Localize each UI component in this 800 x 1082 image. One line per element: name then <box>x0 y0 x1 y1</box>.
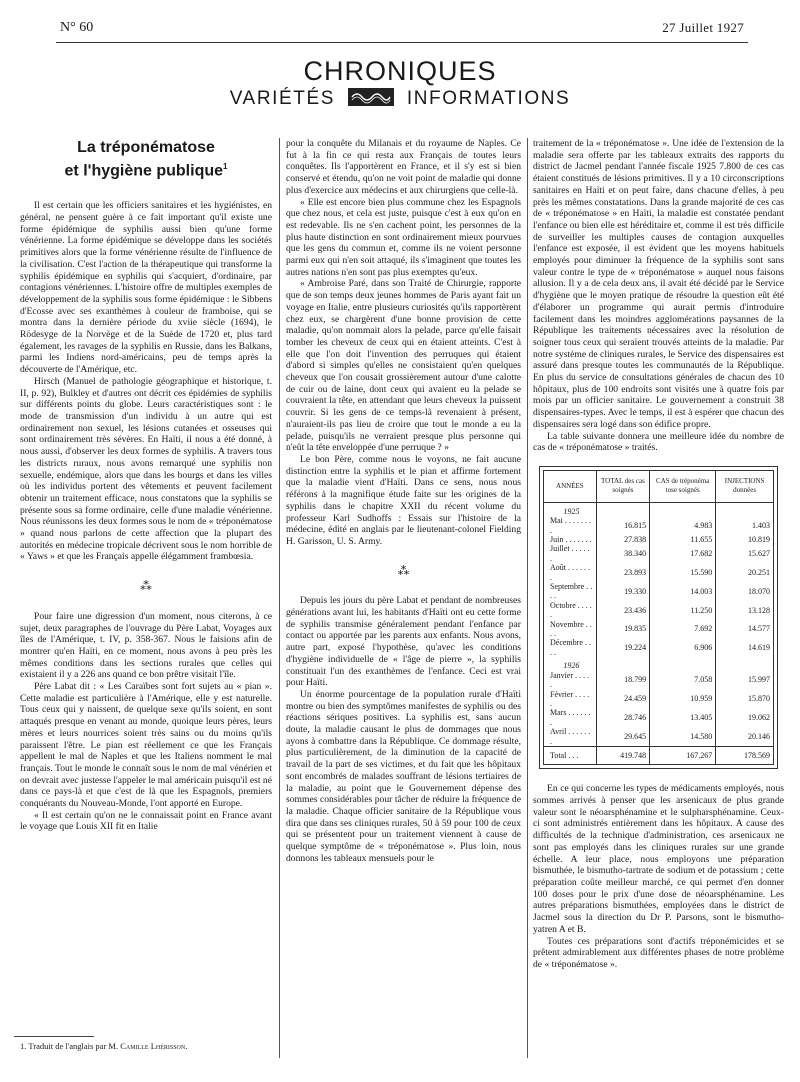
column-divider <box>527 138 528 1058</box>
paragraph: Depuis les jours du père Labat et pendant de nombreuses générations avant lui, les habitants d'Haïti ont eu cette forme de syphilis transmise généralement pendant l'enfance par contact ou apportée par les parents aux enfants. Nous avons, autre part, exposé l'hypothèse, qu'avec les conditions d'hygiène individuelle de « l'âge de pierre », la syphilis constituait l'un des exanthèmes de l'enfance. Ceci est vrai pour Haïti. <box>286 595 521 689</box>
table-row <box>544 620 774 639</box>
paragraph: traitement de la « tréponématose ». Une idée de l'extension de la maladie sera offerte par les tableaux extraits des rapports du district de Jacmel pendant l'année fiscale 1925 7.800 de ces cas étaient constitués de lésions primitives. Il y a 10 circonscriptions sanitaires en Haïti et on peut faire, dans chacune d'elles, à peu près les mêmes constatations. Dans la grande majorité de ces cas de « tréponématose » en Haïti, la maladie est constatée pendant l'enfance ou bien elle est héréditaire et, comme il est très difficile de surveiller les multiples causes de contagion auxquelles l'enfance est exposée, il est évident que les moyens habituels employés pour diminuer la fréquence de la syphilis sont sans valeur contre le type de « tréponématose » auquel nous faisons allusion. Il y a de cela deux ans, il avait été décidé par le Service d'hygiène que le moyen pratique de résoudre la question eût été d'élaborer un programme qui aurait permis d'introduire facilement dans les moindres agglomérations paysannes de la République les traitements nécessaires avec la résolution de soigner tous ceux qui seraient trouvés atteints de la maladie. Par notre système de cliniques rurales, le Service des dispensaires est assuré dans presque toutes les communautés de la République. En plus du service de consultations générales de chacun des 10 hôpitaux, plus de 100 endroits sont visités une à quatre fois par mois par un officier sanitaire. Le gouvernement a construit 38 dispensaires-types. Avec le temps, il est à espérer que chacun des dispensaires sera logé dans son édifice propre. <box>533 138 784 430</box>
table-cell-injections: 1.403 <box>716 516 774 535</box>
table-header: INJECTIONS données <box>716 470 774 502</box>
table-cell-empty <box>596 657 649 670</box>
table-cell-injections: 15.997 <box>716 671 774 690</box>
table-header: ANNÉES <box>544 470 597 502</box>
column-1 <box>20 138 272 833</box>
paragraph: pour la conquête du Milanais et du royaume de Naples. Ce fut à la fin ce qui resta aux Français de toutes leurs conquêtes. Ils l'apportèrent en France, et il s'y est si bien conservé et étendu, qu'on ne voit point de maladie qui donne plus d'exercice aux médecins et aux chirurgiens que celle-là. <box>286 138 521 196</box>
article-title-line1: La tréponématose <box>77 139 215 156</box>
treponematosis-table <box>543 470 774 765</box>
table-header: CAS de tréponéma tose soignés <box>650 470 716 502</box>
table-month: Janvier . . . . . <box>550 670 590 690</box>
table-cell-cases: 6.906 <box>650 638 716 657</box>
table-cell-injections: 18.070 <box>716 582 774 601</box>
table-cell-cases: 7.058 <box>650 671 716 690</box>
paragraph: Un énorme pourcentage de la population rurale d'Haïti montre ou bien des symptômes manifestes de syphilis ou des réactions sériques positives. La syphilis est, sans aucun doute, la maladie causant le plus de dommages que nous ayons à combattre dans la République. Ce dommage résulte, plus particulièrement, de la diminution de la capacité de travail de la part de ses victimes, et du fait que les hôpitaux sont encombrés de malades souffrant de lésions tertiaires de la maladie, au point que le Gouvernement dépense des sommes considérables pour tâcher de réduire la fréquence de la maladie. Chaque officier sanitaire de la République vous dira que dans ses cliniques rurales, 50 à 59 pour 100 de ceux qui se présentent pour un traitement viennent à cause de quelque symptôme de « tréponématose ». Plus loin, nous donnons les tableaux mensuels pour le <box>286 688 521 864</box>
table-cell-cases: 4.983 <box>650 516 716 535</box>
table-month: Novembre . . . . <box>550 619 592 639</box>
table-row <box>544 657 774 670</box>
table-row <box>544 535 774 544</box>
table-cell-total: 16.815 <box>596 516 649 535</box>
masthead-right: INFORMATIONS <box>406 88 571 109</box>
table-cell-injections: 14.577 <box>716 620 774 639</box>
masthead-subtitle <box>0 88 800 110</box>
table-row <box>544 516 774 535</box>
table-cell-injections: 10.819 <box>716 535 774 544</box>
header-rule <box>56 42 748 43</box>
table-cell-cases: 17.682 <box>650 544 716 563</box>
masthead-left: VARIÉTÉS <box>229 88 336 109</box>
table-cell-total: 28.746 <box>596 708 649 727</box>
table-cell-total: 19.330 <box>596 582 649 601</box>
table-cell-empty <box>716 657 774 670</box>
table-cell-injections: 13.128 <box>716 601 774 620</box>
paragraph: Il est certain que les officiers sanitaires et les hygiénistes, en général, ne pensent guère à ce fait important qu'il existe une forme épidémique de syphilis aussi bien qu'une forme vénérienne. La forme épidémique se développe dans les sociétés primitives alors que la forme vénérienne résulte de l'influence de la civilisation. C'est l'action de la thérapeutique qui transforme la syphilis épidémique en syphilis qui s'acquiert, d'ordinaire, par contagions vénériennes. L'histoire offre de multiples exemples de développement de la syphilis sous forme épidémique : le Sibbens d'Ecosse avec ses exanthèmes à couleur de framboise, qui se montra dans la dernière période du xviie siècle (1694), le Rödesyge de la Norvège et de la Suède de 1720 et, plus tard également, les ravages de la syphilis en Russie, dans les Balkans, parmi les Indiens nord-américains, peu de temps après la découverte de l'Amérique, etc. <box>20 200 272 376</box>
title-footnote-mark: 1 <box>223 162 228 171</box>
table-cell-cases: 7.692 <box>650 620 716 639</box>
table-cell-cases: 14.580 <box>650 727 716 746</box>
paragraph: Hirsch (Manuel de pathologie géographique et historique, t. II, p. 92), Bulkley et d'autres ont décrit ces épidémies de syphilis sur différents points du globe. Leurs caractéristiques sont : le mode de transmission d'un individu à un autre qui est ordinairement non sexuel, les lésions cutanées et osseuses qui sont ordinairement très sévères. En Haïti, il nous a été donné, à nous aussi, d'observer les deux formes de syphilis. A travers tous les districts ruraux, nous avons remarqué une syphilis non sexuelle, endémique, alors que dans les bourgs et dans les villes où les individus portent des vêtements et peuvent facilement obtenir un traitement efficace, nous constatons que la syphilis se présente sous sa forme ordinaire, celle d'une maladie vénérienne. Nous réunissons les deux formes sous le nom de « tréponématose » quand nous parlons de cette affection que la plupart des autorités en médecine tropicale décrivent sous le nom horrible de « Yaws » et que les Français appelle élégamment frambœsia. <box>20 375 272 563</box>
table-total-label: Total . . . <box>544 746 597 764</box>
paragraph: Père Labat dit : « Les Caraïbes sont fort sujets au « pian ». Cette maladie est particulière à l'Amérique, elle y est naturelle. Tous ceux qui y naissent, de quelque sexe qu'ils soient, en sont attaqués presque en venant au monde, quoique leurs pères, leurs mères et leurs nourrices soient très sains ou du moins qu'ils paraissent l'être. Le pian est réellement ce que les Français appellent le mal de Naples et que les Italiens nomment le mal français. Tout le monde le connaît sous le nom de mal vénérien et on devrait avec justesse l'appeler le mal américain puisqu'il est né dans ce pays-là et que c'est de là que les Espagnols, premiers conquérants du Nouveau-Monde, l'ont apporté en Europe. <box>20 681 272 810</box>
table-month: Mars . . . . . . . <box>550 708 591 727</box>
table-month: Décembre . . . . <box>550 638 591 657</box>
table-cell-cases: 11.655 <box>650 535 716 544</box>
table-cell-total: 38.340 <box>596 544 649 563</box>
table-row <box>544 708 774 727</box>
table-cell-injections: 15.870 <box>716 690 774 709</box>
table-month: Juin . . . . . . . <box>550 535 592 545</box>
table-row <box>544 638 774 657</box>
table-total-injections: 178.569 <box>716 746 774 764</box>
table-cell-total: 23.893 <box>596 563 649 582</box>
table-cell-total: 23.436 <box>596 601 649 620</box>
issue-date: 27 Juillet 1927 <box>662 20 744 35</box>
table-month: Février . . . . . <box>550 689 590 708</box>
table-cell-cases: 14.003 <box>650 582 716 601</box>
table-cell-total: 24.459 <box>596 690 649 709</box>
table-cell-cases: 11.250 <box>650 601 716 620</box>
table-cell-injections: 20.251 <box>716 563 774 582</box>
footnote-text: 1. Traduit de l'anglais par M. <box>20 1041 119 1051</box>
ornament-icon <box>348 88 394 106</box>
table-cell-cases: 10.959 <box>650 690 716 709</box>
table-month: Juillet . . . . . . <box>550 544 590 563</box>
footnote <box>20 1041 187 1051</box>
table-month: Avril . . . . . . . <box>550 727 591 746</box>
column-3 <box>533 138 784 971</box>
column-divider <box>279 138 280 1058</box>
table-cell-injections: 19.062 <box>716 708 774 727</box>
section-separator: ⁂ <box>397 563 410 578</box>
table-cell-injections: 20.146 <box>716 727 774 746</box>
paragraph: « Il est certain qu'on ne le connaissait point en France avant le voyage que Louis XII fit en Italie <box>20 809 272 833</box>
table-cell-total: 19.224 <box>596 638 649 657</box>
table-row <box>544 544 774 563</box>
article-title-line2: et l'hygiène publique <box>64 162 224 180</box>
table-month: Septembre . . . . <box>550 582 593 601</box>
paragraph: « Elle est encore bien plus commune chez les Espagnols que chez nous, et cela est juste, puisque c'est à eux qu'on en est redevable. Ils ne s'en cachent point, les personnes de la plus haute distinction en sont ordinairement mieux pourvues que les gens du commun et, comme ils ne voient personne parmi eux qui n'en soit attaqué, ils s'imaginent que toutes les autres nations n'en sont pas plus exemptes qu'eux. <box>286 196 521 278</box>
table-cell-cases: 15.590 <box>650 563 716 582</box>
table-row <box>544 502 774 516</box>
table-cell-total: 27.838 <box>596 535 649 544</box>
table-cell-total: 18.799 <box>596 671 649 690</box>
table-row <box>544 601 774 620</box>
table-header: TOTAL des cas soignés <box>596 470 649 502</box>
table-cell-cases: 13.405 <box>650 708 716 727</box>
footnote-rule <box>14 1036 94 1037</box>
table-month: Mai . . . . . . . . <box>550 516 591 535</box>
table-cell-empty <box>596 502 649 516</box>
paragraph: Le bon Père, comme nous le voyons, ne fait aucune distinction entre la syphilis et le pian et affirme fortement que la maladie vient d'Haïti. Dans ce sens, nous nous référons à la magnifique étude faite sur les origines de la syphilis dans le chapitre XXII du récent volume du professeur Karl Sudhoffs : Essais sur l'histoire de la médecine, édité en anglais par le lieutenant-colonel Fielding H. Garisson, U. S. Army. <box>286 453 521 547</box>
table-month: Août . . . . . . . <box>550 563 590 582</box>
translator-name: Camille Lhérisson. <box>120 1041 188 1051</box>
table-year: 1926 <box>563 661 580 671</box>
masthead-title: CHRONIQUES <box>303 56 497 86</box>
table-cell-empty <box>716 502 774 516</box>
article-title <box>20 138 272 180</box>
table-cell-empty <box>650 502 716 516</box>
table-cell-empty <box>650 657 716 670</box>
table-cell-total: 29.645 <box>596 727 649 746</box>
paragraph: La table suivante donnera une meilleure idée du nombre de cas de « tréponématose » traités. <box>533 430 784 454</box>
page-number: N° 60 <box>60 20 94 35</box>
paragraph: Pour faire une digression d'un moment, nous citerons, à ce sujet, deux paragraphes de l'ouvrage du Père Labat, Voyages aux îles de l'Amérique, t. IV, p. 358-367. Nous le faisions afin de montrer qu'en Haïti, en ce moment, nous avons à peu près les mêmes conditions dans les sections rurales que celles qui existaient il y a 226 ans quand ce bon prêtre visitait l'île. <box>20 610 272 681</box>
paragraph: « Ambroise Paré, dans son Traité de Chirurgie, rapporte que de son temps deux jeunes hommes de Paris ayant fait un voyage en Italie, entre plusieurs curiosités qu'ils rapportèrent chez eux, se chargèrent d'une bonne provision de cette maladie, qu'on nommait alors la pelade, parce qu'elle faisait tomber les cheveux de ceux qui en étaient atteints. C'est à elle que l'on doit l'invention des perruques qui étaient d'abord si simples qu'elles ne consistaient qu'en quelques cheveux que l'on cousait grossièrement autour d'une calotte de cuir ou de laine, dont ceux qui avaient eu la pelade se couvraient la tête, en attendant que leurs cheveux la puissent couvrir. Si les gens de ce temps-là revenaient à présent, n'auraient-ils pas lieu de croire que tout le monde a eu la pelade, puisqu'ils ne verraient presque plus personne qui n'eût la tête enveloppée d'une perruque ? » <box>286 278 521 454</box>
table-row <box>544 563 774 582</box>
table-month: Octobre . . . . . <box>550 600 592 620</box>
table-total-row <box>544 746 774 764</box>
data-table-frame <box>539 466 778 769</box>
table-cell-total: 19.835 <box>596 620 649 639</box>
table-row <box>544 582 774 601</box>
table-year: 1925 <box>563 506 580 516</box>
table-row <box>544 690 774 709</box>
table-row <box>544 671 774 690</box>
section-separator: ⁂ <box>140 579 152 594</box>
paragraph: En ce qui concerne les types de médicaments employés, nous sommes arrivés à penser que les arsenicaux de plus grande valeur sont le néoarsphénamine et le sulpharsphénamine. Ceux-ci sont administrés entièrement dans les hôpitaux. A cause des difficultés de la technique d'administration, ces arsenicaux ne sont pas employés dans les cliniques rurales sur une grande échelle. A leur place, nous employons une préparation bismuthée, le bismutho-tartrate de sodium et de potassium ; cette préparation coûte meilleur marché, ce qui permet d'en donner 100 doses pour le prix d'une dose de néoarsphénamine. Les autres préparations bismuthées, employées dans le district de Jacmel sous la direction du Dr P. Parsons, sont le bismutho-yatren A et B. <box>533 783 784 935</box>
table-cell-injections: 14.619 <box>716 638 774 657</box>
column-2 <box>286 138 521 864</box>
table-cell-injections: 15.627 <box>716 544 774 563</box>
table-total-cases: 419.748 <box>596 746 649 764</box>
table-row <box>544 727 774 746</box>
table-total-trep: 167.267 <box>650 746 716 764</box>
paragraph: Toutes ces préparations sont d'actifs tréponémicides et se prêtent admirablement aux différentes phases de notre problème de « tréponématose ». <box>533 935 784 970</box>
